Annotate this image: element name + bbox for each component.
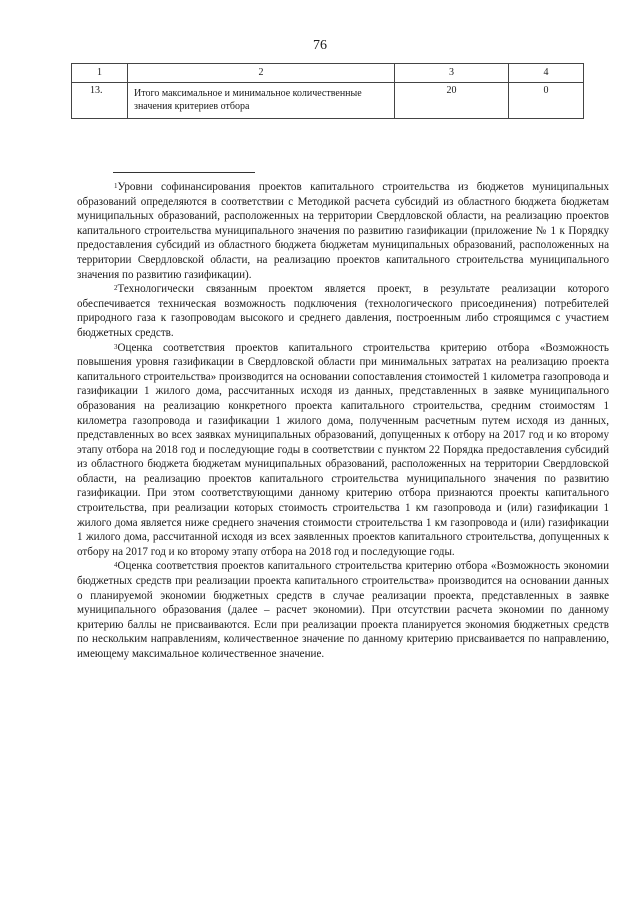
- footnote-separator: [113, 172, 255, 173]
- footnote-2: [77, 282, 609, 340]
- footnote-4: [77, 559, 609, 661]
- footnote-text: Оценка соответствия проектов капитального строительства критерию отбора «Возможность экономии бюджетных средств при реализации проекта капитального строительства» производится на основании данных о планируемой экономии бюджетных средств в случае реализации проекта, представленных в заявке муниципального образования (далее – расчет экономии). При отсутствии расчета экономии по данному критерию баллы не присваиваются. Если при реализации проекта планируется экономия бюджетных средств по нескольким направлениям, количественное значение по данному критерию присваивается по направлению, имеющему максимальное количественное значение.: [77, 560, 609, 660]
- row-number: 13.: [72, 83, 128, 119]
- header-col-4: 4: [509, 64, 584, 83]
- criteria-table: [71, 63, 584, 119]
- row-criterion-text: Итого максимальное и минимальное количественные значения критериев отбора: [128, 83, 395, 119]
- footnote-text: Оценка соответствия проектов капитального строительства критерию отбора «Возможность повышения уровня газификации в Свердловской области при минимальных затратах на реализацию проекта капитального строительства» производится на основании сопоставления стоимостей 1 километра газопровода и газификации 1 жилого дома, рассчитанных исходя из данных, представленных в заявке муниципального образования на реализацию конкретного проекта капитального строительства, средним стоимостям 1 километра газопровода и газификации 1 жилого дома, полученным расчетным путем исходя из данных, представленных во всех заявках муниципальных образований, допущенных к отбору на 2017 год и ко второму этапу отбора на 2018 год и последующие годы в соответствии с пунктом 22 Порядка предоставления субсидий из областного бюджета бюджетам муниципальных образований, расположенных на территории Свердловской области, на реализацию проектов капитального строительства муниципального значения по развитию газификации. При этом соответствующими данному критерию отбора признаются проекты капитального строительства, при реализации которых стоимость строительства 1 км газопровода и (или) газификации 1 жилого дома является ниже среднего значения стоимости строительства 1 км газопровода и (или) газификации 1 жилого дома, рассчитанной исходя из всех заявленных проектов капитального строительства, допущенных к отбору на 2017 год и ко второму этапу отбора на 2018 год и последующие годы.: [77, 341, 609, 558]
- page-number: 76: [313, 38, 327, 53]
- footnote-text: Уровни софинансирования проектов капитального строительства из бюджетов муниципальных образований определяются в соответствии с Методикой расчета субсидий из областного бюджета бюджетам муниципальных образований, расположенных на территории Свердловской области, на реализацию проектов капитального строительства муниципального значения по развитию газификации (приложение № 1 к Порядку предоставления субсидий из областного бюджета бюджетам муниципальных образований, расположенных на территории Свердловской области, на реализацию проектов капитального строительства муниципального значения по развитию газификации).: [77, 181, 609, 281]
- header-col-2: 2: [128, 64, 395, 83]
- footnotes: [77, 180, 609, 662]
- row-max-value: 20: [395, 83, 509, 119]
- footnote-3: [77, 341, 609, 560]
- table-header-row: [72, 64, 584, 83]
- header-col-1: 1: [72, 64, 128, 83]
- footnote-mark: 1: [114, 182, 118, 190]
- table-row: [72, 83, 584, 119]
- footnote-mark: 3: [114, 342, 118, 351]
- footnote-1: [77, 180, 609, 282]
- footnote-mark: 4: [114, 561, 118, 570]
- header-col-3: 3: [395, 64, 509, 83]
- footnote-mark: 2: [114, 284, 118, 293]
- footnote-text: Технологически связанным проектом является проект, в результате реализации которого обеспечивается техническая возможность подключения (технологического присоединения) потребителей природного газа к газопроводам высокого и среднего давления, построенным либо строящимся с участием бюджетных средств.: [77, 283, 609, 339]
- row-min-value: 0: [509, 83, 584, 119]
